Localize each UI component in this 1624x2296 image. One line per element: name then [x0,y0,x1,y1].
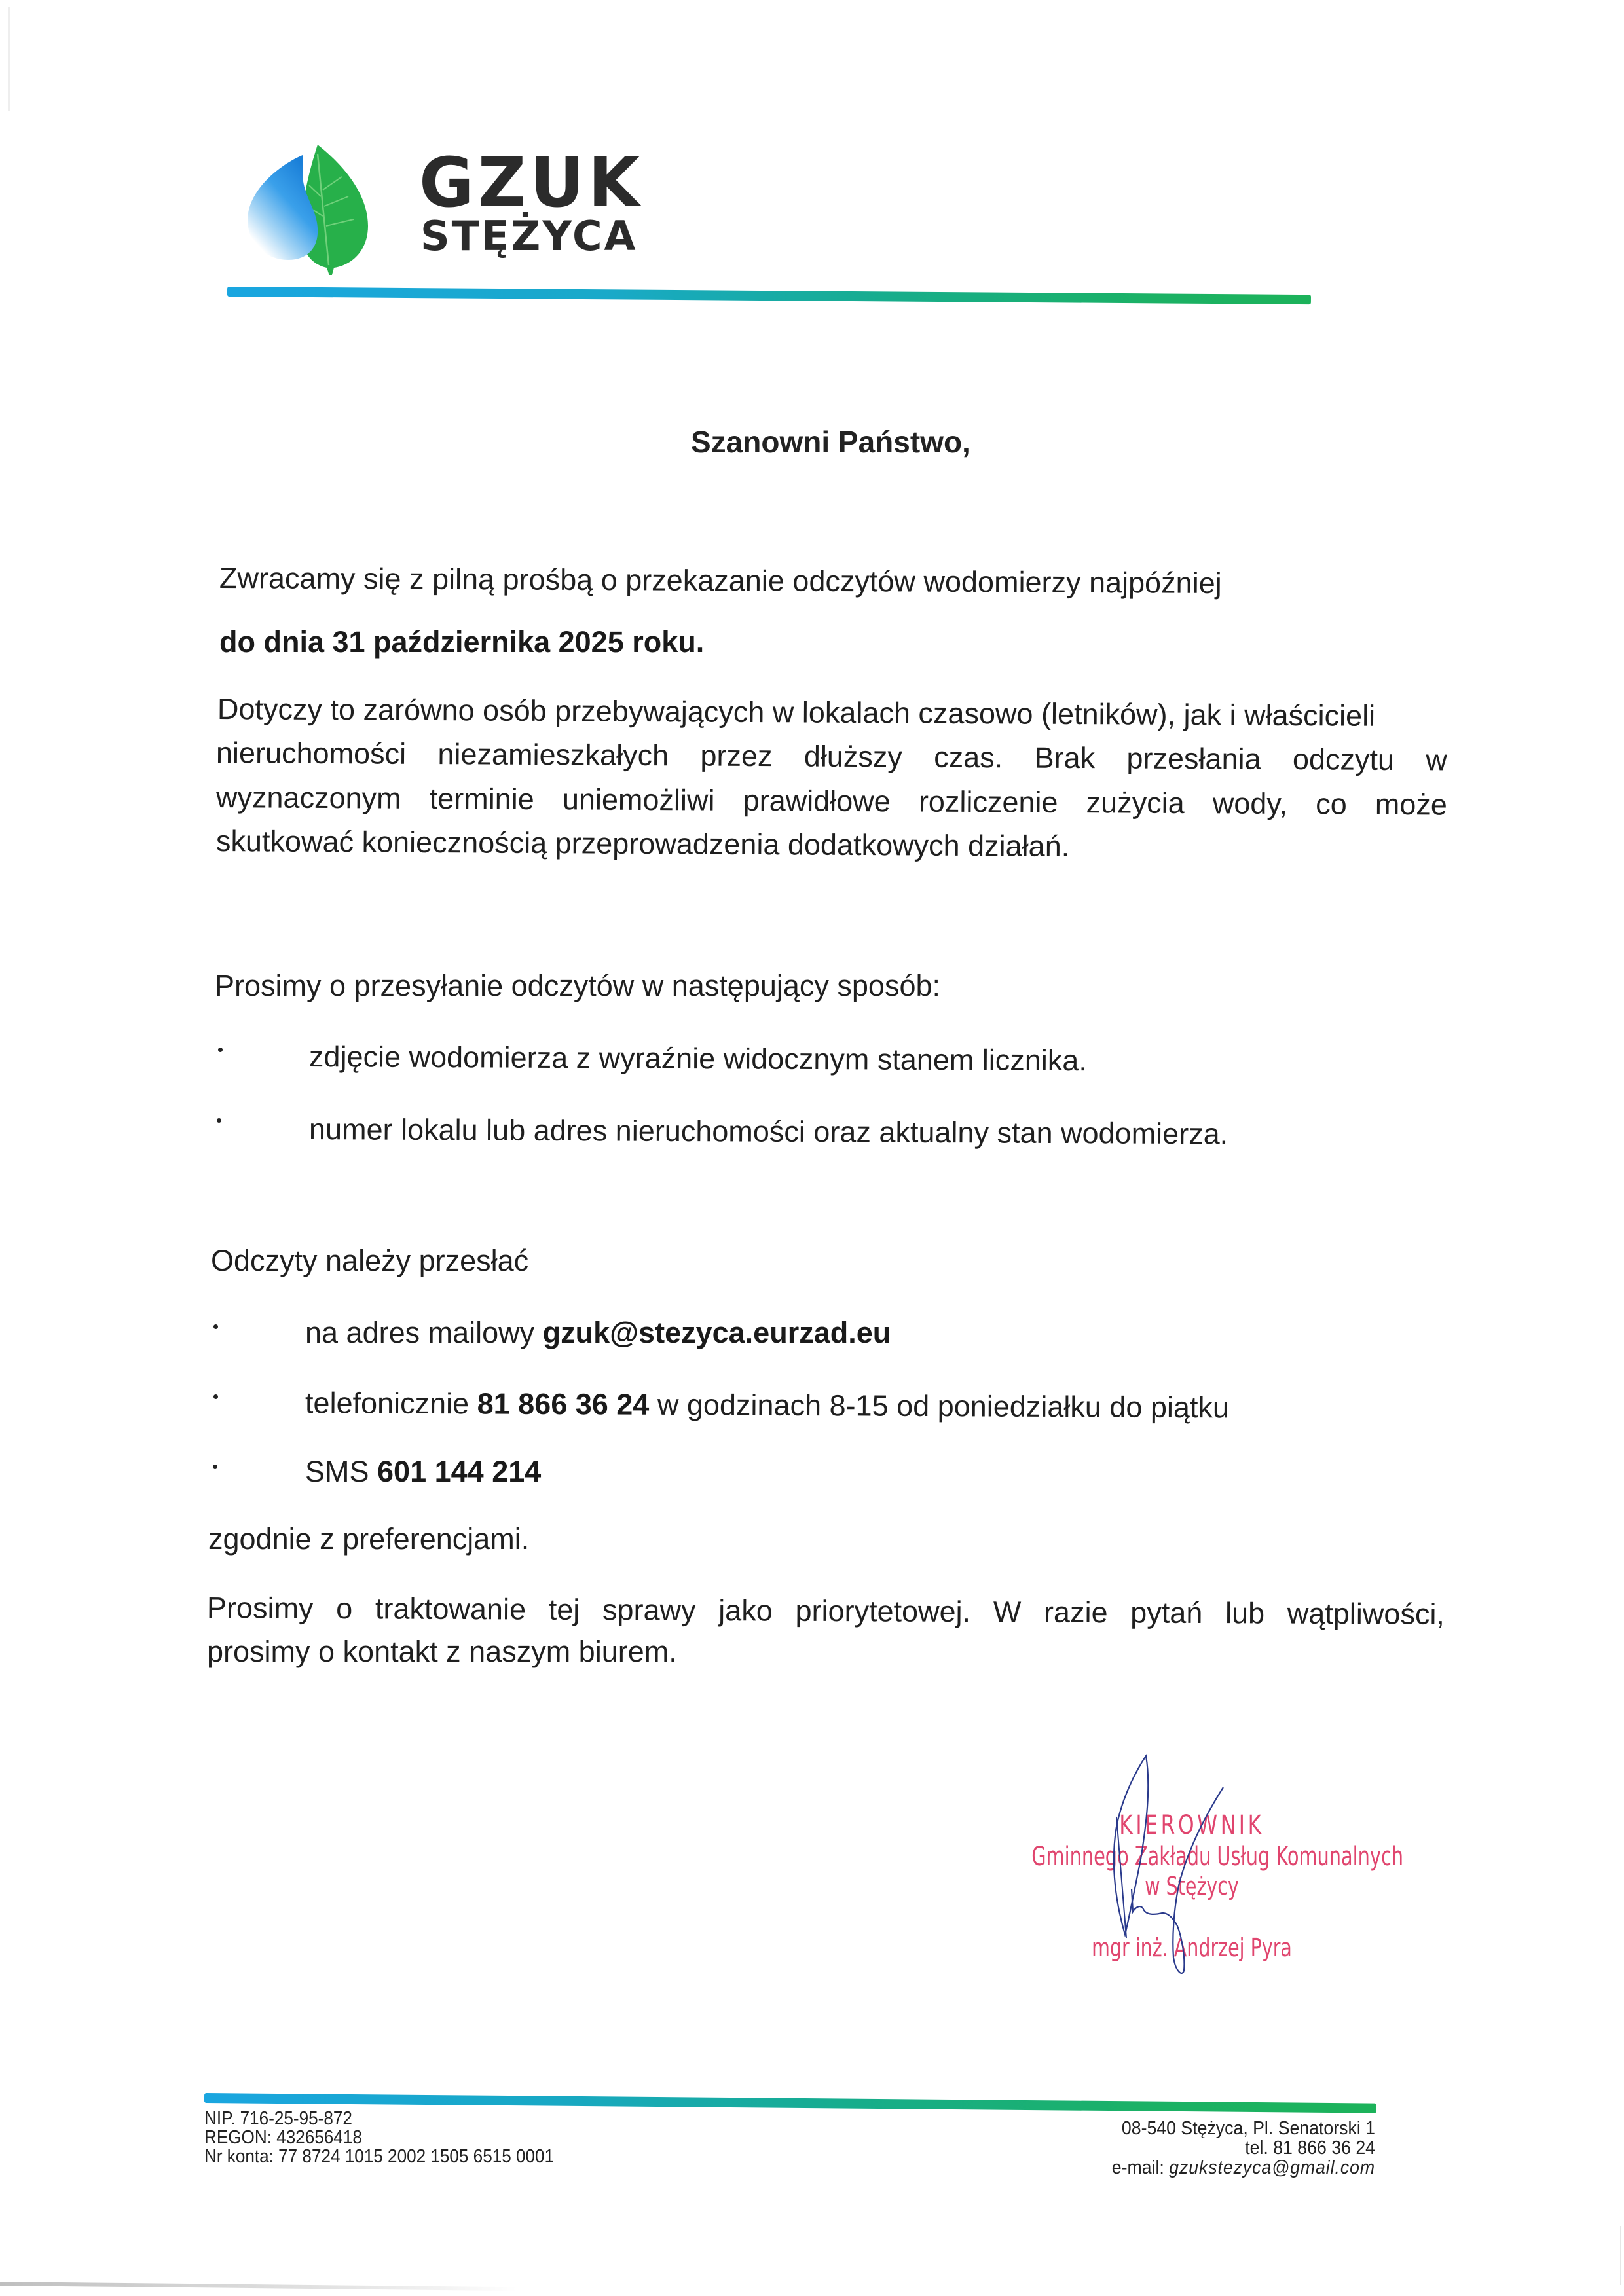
bullet-icon [213,1394,218,1399]
word: nieruchomości [215,736,407,771]
email-address: gzuk@stezyca.eurzad.eu [542,1316,891,1349]
word: przez [700,738,773,773]
word: w [1426,743,1448,777]
header-divider-bar [227,287,1311,304]
stamp-place: w Stężycy [1145,1872,1239,1901]
word: wątpliwości, [1287,1596,1445,1631]
word: może [1375,787,1448,822]
bullet-icon [213,1465,217,1469]
channel-phone-hours: w godzinach 8-15 od poniedziałku do piątku [649,1387,1230,1425]
deadline-line [219,624,704,661]
word: odczytu [1292,742,1395,776]
sms-number: 601 144 214 [377,1455,542,1488]
channel-phone [305,1385,1229,1426]
word: rozliczenie [918,784,1058,819]
stamp-organization: Gminnego Zakładu Usług Komunalnych [1031,1842,1404,1872]
word: prawidłowe [743,783,891,818]
stamp-signatory-name: mgr inż. Andrzej Pyra [1092,1933,1292,1962]
logo-subtitle: STĘŻYCA [420,212,638,260]
channel-email-label: na adres mailowy [305,1316,543,1349]
paragraph-line-justified [216,735,1447,778]
paragraph-line: Dotyczy to zarówno osób przebywających w lokalach czasowo (letników), jak i właścicieli [217,692,1376,733]
word: W [993,1595,1022,1629]
word: razie [1043,1595,1108,1630]
closing-line: prosimy o kontakt z naszym biurem. [207,1635,677,1668]
word: Prosimy [206,1591,314,1625]
word: czas. [934,740,1003,774]
paragraph-line-justified [216,779,1447,823]
channels-heading: Odczyty należy przesłać [211,1244,529,1277]
channel-sms [305,1453,541,1490]
bullet-icon [213,1324,218,1329]
channels-closing: zgodnie z preferencjami. [208,1522,530,1556]
nip-number: NIP. 716-25-95-872 [204,2108,352,2129]
channel-email [305,1315,891,1351]
word: o [336,1592,353,1626]
word: co [1316,787,1347,821]
word: przesłania [1126,741,1261,776]
footer-email-label: e-mail: [1111,2157,1170,2178]
word: pytań [1130,1595,1203,1630]
method-heading: Prosimy o przesyłanie odczytów w następujący sposób: [215,969,941,1002]
word: terminie [429,781,534,816]
method-item: zdjęcie wodomierza z wyraźnie widocznym stanem licznika. [308,1040,1088,1078]
postal-address: 08-540 Stężyca, Pl. Senatorski 1 [1121,2118,1375,2139]
company-registration-info [204,2109,554,2166]
scan-edge-artifact [8,7,10,111]
stamp-title: KIEROWNIK [1119,1810,1264,1840]
bank-account-number: Nr konta: 77 8724 1015 2002 1505 6515 0001 [204,2146,555,2167]
water-drop-and-leaf-icon [237,134,414,275]
scan-edge-artifact [0,2282,517,2291]
word: tej [548,1592,580,1626]
word: wyznaczonym [215,780,401,815]
word: sprawy [602,1593,696,1627]
paragraph-line: skutkować koniecznością przeprowadzenia dodatkowych działań. [215,824,1070,863]
word: dłuższy [803,739,903,774]
word: zużycia [1086,786,1185,820]
intro-line: Zwracamy się z pilną prośbą o przekazanie odczytów wodomierzy najpóźniej [219,561,1222,600]
bullet-icon [217,1118,221,1123]
company-contact-info [1086,2119,1375,2178]
company-logo [237,134,656,278]
word: uniemożliwi [562,782,715,817]
method-item: numer lokalu lub adres nieruchomości oraz aktualny stan wodomierza. [308,1112,1228,1151]
salutation: Szanowni Państwo, [691,425,970,459]
footer-phone: tel. 81 866 36 24 [1245,2138,1375,2159]
footer-email [1086,2158,1375,2178]
word: niezamieszkałych [437,737,669,773]
word: jako [718,1594,773,1628]
phone-number: 81 866 36 24 [477,1387,650,1421]
word: wody, [1212,786,1288,820]
logo-title: GZUK [419,143,644,223]
deadline-text: do dnia 31 października 2025 roku. [219,625,705,659]
channel-sms-label: SMS [305,1455,378,1488]
word: lub [1225,1596,1265,1630]
word: traktowanie [375,1592,526,1626]
official-stamp [995,1791,1404,1987]
scan-edge-artifact [1620,2226,1621,2285]
word: Brak [1034,740,1096,775]
footer-email-address[interactable]: gzukstezyca@gmail.com [1169,2157,1375,2178]
word: priorytetowej. [795,1594,971,1629]
regon-number: REGON: 432656418 [204,2127,362,2148]
channel-phone-label: telefonicznie [304,1386,477,1421]
bullet-icon [218,1048,223,1052]
closing-line-justified [207,1590,1445,1633]
